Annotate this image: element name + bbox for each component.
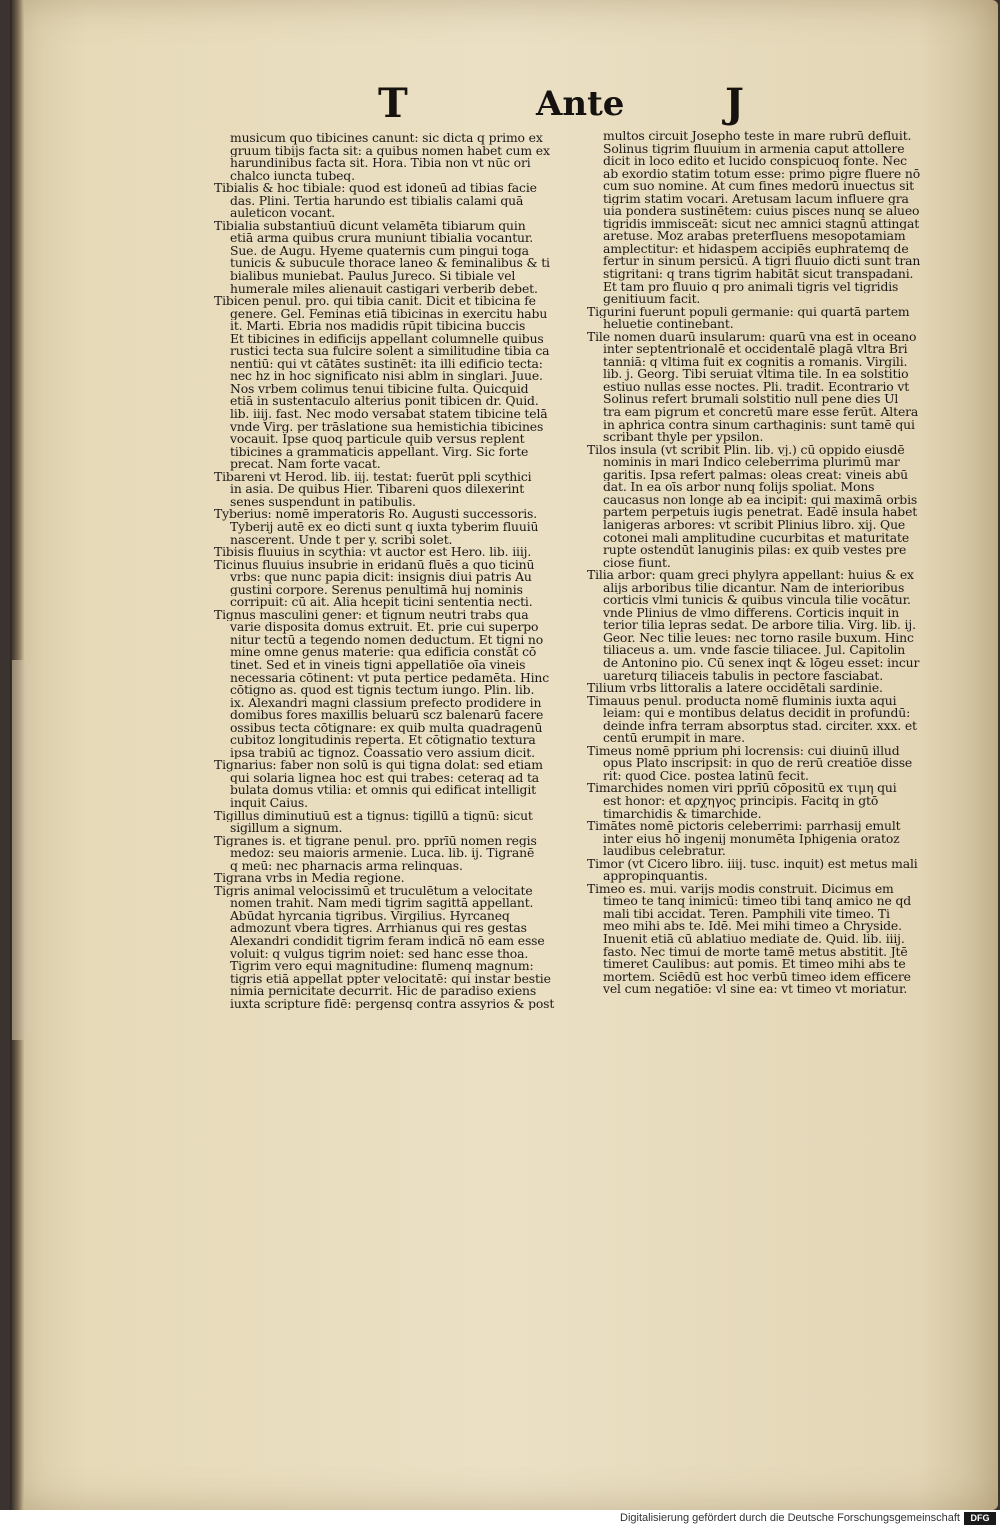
entry-line: scribant thyle per ypsilon. [603,431,764,444]
dictionary-entry [212,885,584,1010]
entry-line: vnde Plinius de vlmo differens. Corticis inquit in [603,606,900,620]
right-text-column [585,130,957,996]
entry-line: rupte ostendūt lanuginis pilas: ex quib vestes pre [603,544,907,557]
entry-line: lib. j. Georg. Tibi seruiat vltima tile. In ea solstitio [603,368,909,381]
entry-line: de Antonino pio. Cū senex inqt & lōgeu esset: incur [603,656,920,670]
entry-line: inquit Caius. [230,796,308,810]
entry-line: vel cum negatiōe: vl sine ea: vt timeo vt moriatur. [603,983,908,996]
entry-line: tra eam pigrum et concretū mare esse ferūt. Altera [603,406,919,419]
entry-line: terior tilia lepras sedat. De arbore tilia. Virg. lib. ij. [603,619,916,632]
entry-line: corripuit: cū ait. Alia hcepit ticini sententia necti. [230,596,533,609]
entry-line: Sue. de Augu. Hyeme quaternis cum pingui toga [230,244,529,258]
entry-line: leiam: qui e montibus delatus decidit in profundū: [603,707,911,720]
digitization-footer [0,1510,1000,1528]
dictionary-entry [212,810,584,835]
entry-line: tinet. Sed et in vineis tigni appellatiōe oīa vineis [230,658,526,672]
entry-line: nominis in mari Indico celeberrima plurimū mar [603,456,900,469]
entry-line: sigillum a signum. [230,822,343,835]
entry-line: genere. Gel. Feminas etiā tibicinas in exercitu habu [230,307,548,321]
entry-line: lanigeras arbores: vt scribit Plinius libro. xij. Que [603,518,906,532]
entry-line: tiliaceus a. um. vnde fascie tiliacee. Jul. Capitolin [603,644,906,657]
entry-line: medoz: seu maioris armenie. Luca. lib. ij. Tigranē [230,847,535,860]
entry-line: inter septentrionalē et occidentalē plagā vltra Bri [603,343,908,356]
dictionary-entry [212,132,584,182]
entry-line: timeret Caulibus: aut pomis. Et timeo mihi abs te [603,958,906,971]
entry-line: centū erumpit in mare. [603,732,745,745]
dictionary-entry [585,858,957,883]
left-text-column [212,132,584,1010]
dictionary-entry [585,130,957,306]
entry-line: mortem. Sciēdū est hoc verbū timeo idem efficere [603,970,911,984]
entry-line: Tignarius: faber non solū is qui tigna dolat: sed etiam [214,759,543,772]
entry-line: in aphrica contra sinum carthaginis: sunt tamē qui [603,418,915,432]
entry-line: Abūdat hyrcania tigribus. Virgilius. Hyrcaneq [230,909,510,923]
entry-line: nitur tectū a tegendo nomen deductum. Et tigni no [230,633,544,647]
entry-line: nascerent. Unde t per y. scribi solet. [230,533,453,547]
entry-line: precat. Nam forte vacat. [230,458,381,471]
dictionary-entry [585,695,957,745]
dictionary-entry [585,306,957,331]
entry-line: voluit: q vulgus tigrim noiet: sed hanc esse thoa. [230,947,529,961]
entry-line: tanniā: q vltima fuit ex cognitis a romanis. Virgili. [603,355,908,369]
entry-line: auleticon vocant. [230,207,336,220]
entry-line: Nos vrbem colimus tenui tibicine fulta. Quicquid [230,382,529,396]
entry-line: Timarchides nomen viri pprīū cōpositū ex τιμη qui [587,782,897,795]
entry-line: opus Plato inscripsit: in quo de rerū creatiōe disse [603,757,913,770]
entry-line: tunicis & subucule thorace laneo & feminalibus & ti [230,257,550,271]
entry-line: timarchidis & timarchide. [603,807,762,821]
entry-line: Timeus nomē pprium phi locrensis: cui diuinū illud [587,744,900,758]
entry-line: estiuo nullas esse noctes. Pli. tradit. Econtrario vt [603,380,910,394]
entry-line: qui solaria lignea hoc est qui trabes: ceteraq ad ta [230,771,540,785]
entry-line: caucasus non longe ab ea incipit: qui maximā orbis [603,493,918,507]
entry-line: vnde Virg. per trāslatione sua hemistichia tibicines [230,420,544,434]
entry-line: cōtigno as. quod est tignis tectum iungo. Plin. lib. [230,684,535,697]
dictionary-entry [212,220,584,295]
entry-line: etiā in sustentaculo alterius ponit tibicen dr. Quid. [230,395,539,409]
entry-line: it. Marti. Ebria nos madidis rūpit tibicina buccis [230,320,526,333]
entry-line: deinde infra terram absorptus stad. circiter. xxx. et [603,719,917,733]
dictionary-entry [212,872,584,885]
entry-line: nec hz in hoc significato nisi ablm in singlari. Juue. [230,370,543,383]
entry-line: mali tibi accidat. Teren. Pamphili vite timeo. Ti [603,907,890,921]
book-page [10,0,998,1510]
entry-line: Tibareni vt Herod. lib. iij. testat: fuerūt ppli scythici [214,470,532,484]
entry-line: Alexandri condidit tigrim feram indicā nō eam esse [230,935,545,948]
dictionary-entry [212,546,584,559]
entry-line: Ticinus fluuius insubrie in eridanū fluēs a quo ticinū [214,558,535,572]
entry-line: rustici tecta sua fulcire solent a similitudine tibia ca [230,345,550,358]
dictionary-entry [212,182,584,220]
entry-line: fasto. Nec timui de morte tamē metus abstitit. Jtē [603,945,908,959]
entry-line: garitis. Ipsa refert palmas: oleas creat: vineis abū [603,468,908,482]
entry-line: Tyberius: nomē imperatoris Ro. Augusti successoris. [214,508,538,521]
entry-line: laudibus celebratur. [603,845,726,858]
header-word: Ante [536,84,625,124]
entry-line: est honor: et αρχηγος principis. Facitq in gtō [603,794,879,808]
entry-line: Tigrim vero equi magnitudine: flumenq magnum: [230,960,534,973]
header-letter-left: T [378,80,408,127]
entry-line: ipsa trabiū ac tignoz. Coassatio vero assium dicit. [230,746,535,760]
entry-line: chalco iuncta tubeq. [230,169,355,183]
entry-line: mine omne genus materie: qua edificia constāt cō [230,646,537,659]
entry-line: uareturq tiliaceis tabulis in pectore fasciabat. [603,669,884,683]
entry-line: das. Plini. Tertia harundo est tibialis calami quā [230,194,524,208]
entry-line: Tibialis & hoc tibiale: quod est idoneū ad tibias facie [214,182,537,195]
entry-line: tigris etiā appellat ppter velocitatē: qui instar bestie [230,972,551,986]
entry-line: multos circuit Josepho teste in mare rubrū defluit. [603,130,912,143]
dictionary-entry [585,331,957,444]
dictionary-entry [585,883,957,996]
dictionary-entry [212,835,584,873]
entry-line: Et tam pro fluuio q pro animali tigris vel tigridis [603,280,899,294]
page-clasp-shadow [12,660,30,1040]
entry-line: Tibialia substantiuū dicunt velamēta tibiarum quin [214,219,526,233]
entry-line: Inuenit etiā cū ablatiuo mediate de. Quid. lib. iiij. [603,933,905,946]
entry-line: Timor (vt Cicero libro. iiij. tusc. inquit) est metus mali [587,857,918,871]
entry-line: Geor. Nec tilie leues: nec torno rasile buxum. Hinc [603,631,914,645]
entry-line: nentiū: qui vt cātātes sustinēt: ita illi edificio tecta: [230,357,543,371]
running-header [10,80,1000,130]
entry-line: musicum quo tibicines canunt: sic dicta q primo ex [230,132,543,145]
entry-line: Et tibicines in edificijs appellant columnelle quibus [230,332,544,346]
entry-line: Tigranes is. et tigrane penul. pro. pprīū nomen regis [214,834,537,848]
entry-line: vocauit. Ipse quoq particule quib versus replent [230,433,525,446]
entry-line: Tilia arbor: quam greci phylyra appellant: huius & ex [587,569,914,582]
entry-line: meo mihi abs te. Idē. Mei mihi timeo a Chryside. [603,920,902,933]
entry-line: ab exordio statim totum esse: primo pigre fluere nō [603,167,921,181]
entry-line: bialibus muniebat. Paulus Jureco. Si tibiale vel [230,270,516,283]
entry-line: senes suspendunt in patibulis. [230,495,416,509]
dictionary-entry [585,820,957,858]
dictionary-entry [212,295,584,471]
entry-line: iuxta scripture fidē: pergensq contra assyrios & post [230,997,555,1011]
entry-line: dicit in loco edito et lucido conspicuoq fonte. Nec [603,155,907,168]
entry-line: cum suo nomine. At cum fines medorū inuectus sit [603,180,914,193]
entry-line: Tilium vrbs littoralis a latere occidētali sardinie. [587,682,883,695]
entry-line: Timauus penul. producta nomē fluminis iuxta aqui [587,694,897,708]
dictionary-entry [212,609,584,760]
entry-line: tigrim statim vocari. Aretusam lacum influere gra [603,192,909,206]
entry-line: appropinquantis. [603,870,708,883]
entry-line: vrbs: que nunc papia dicit: insignis diui patris Au [230,571,532,584]
entry-line: Tilos insula (vt scribit Plin. lib. vj.) cū oppido eiusdē [587,443,905,457]
dictionary-entry [212,559,584,609]
entry-line: Tile nomen duarū insularum: quarū vna est in oceano [587,330,917,344]
entry-line: cubitoz longitudinis reperta. Et cōtignatio textura [230,734,536,747]
entry-line: Solinus tigrim fluuium in armenia caput attollere [603,142,905,156]
entry-line: genitiuum facit. [603,293,701,306]
entry-line: fertur in sinum persicū. A tigri fluuio dicti sunt tran [603,255,921,269]
entry-line: gustini corpore. Serenus penultimā huj nominis [230,583,523,597]
entry-line: dat. In ea oīs arbor nunq folijs spoliat. Mons [603,481,875,494]
entry-line: Timātes nomē pictoris celeberrimi: parrhasij emult [587,820,901,833]
entry-line: nomen trahit. Nam medi tigrim sagittā appellant. [230,897,534,910]
entry-line: timeo te tanq inimicū: timeo tibi tanq amico ne qd [603,895,912,908]
entry-line: harundinibus facta sit. Hora. Tibia non vt nūc ori [230,157,531,170]
entry-line: Tigrana vrbs in Media regione. [214,872,405,885]
entry-line: ossibus tecta cōtignare: ex quib multa quadragenū [230,721,543,735]
entry-line: Tigris animal velocissimū et truculētum a velocitate [214,884,533,898]
entry-line: Tibisis fluuius in scythia: vt auctor est Hero. lib. iiij. [214,546,532,559]
header-letter-right: J [725,80,744,127]
entry-line: tigridis immisceāt: sicut nec amnici stagnū attingat [603,217,920,231]
entry-line: nimia pernicitate decurrit. Hic de paradiso exiens [230,985,537,998]
entry-line: Solinus refert brumali solstitio null pene dies Ul [603,393,899,407]
entry-line: domibus fores maxillis beluarū scz balenarū facere [230,709,544,722]
entry-line: corticis vlmi tunicis & quibus vincula tilie vocātur. [603,594,911,607]
entry-line: inter eius hō ingenij monumēta Iphigenia oratoz [603,832,900,846]
entry-line: in asia. De quibus Hier. Tibareni quos dilexerint [230,483,525,496]
entry-line: aretuse. Moz arabas preterfluens mesopotamiam [603,230,906,243]
entry-line: etiā arma quibus crura muniunt tibialia vocantur. [230,232,534,245]
footer-credit: Digitalisierung gefördert durch die Deutsche Forschungsgemeinschaft [620,1512,960,1524]
entry-line: alijs arboribus tilie dicantur. Nam de interioribus [603,581,905,595]
dictionary-entry [585,444,957,569]
dictionary-entry [585,569,957,682]
entry-line: uia pondera sustinētem: cuius pisces nunq se alueo [603,205,920,218]
entry-line: ciose fiunt. [603,556,671,570]
entry-line: Tignus masculini gener: et tignum neutri trabs qua [214,608,529,622]
entry-line: Tyberij autē ex eo dicti sunt q iuxta tyberim fluuiū [230,520,539,534]
entry-line: lib. iiij. fast. Nec modo versabat statem tibicine telā [230,408,548,421]
dictionary-entry [585,745,957,783]
entry-line: Tigillus diminutiuū est a tignus: tigillū a tignū: sicut [214,809,533,823]
entry-line: ix. Alexandri magni classium prefecto prodidere in [230,696,542,710]
dictionary-entry [585,682,957,695]
entry-line: rit: quod Cice. postea latinū fecit. [603,769,809,783]
entry-line: cotonei mali amplitudine cucurbitas et maturitate [603,531,910,545]
entry-line: tibicines a grammaticis appellant. Virg. Sic forte [230,445,529,459]
dfg-logo: DFG [964,1512,996,1525]
dictionary-entry [212,759,584,809]
dictionary-entry [212,508,584,546]
entry-line: stigritani: q trans tigrim habitāt sicut transpadani. [603,268,914,281]
entry-line: Timeo es. mui. varijs modis construit. Dicimus em [587,882,894,896]
dictionary-entry [585,782,957,820]
entry-line: gruum tibijs facta sit: a quibus nomen habet cum ex [230,144,550,158]
entry-line: heluetie continebant. [603,318,734,331]
entry-line: humerale miles alienauit castigari verberib debet. [230,282,538,296]
entry-line: partem perpetuis iugis penetrat. Eadē insula habet [603,506,918,519]
entry-line: Tibicen penul. pro. qui tibia canit. Dicit et tibicina fe [214,295,536,308]
entry-line: admozunt vbera tigres. Arrhianus qui res gestas [230,922,527,935]
dictionary-entry [212,471,584,509]
entry-line: varie disposita domus extruit. Et. prie cui superpo [230,621,539,634]
entry-line: amplectitur: et hidaspem accipiēs euphratemq de [603,242,909,256]
entry-line: q meū: nec pharnacis arma relinquas. [230,859,463,873]
entry-line: necessaria cōtinent: vt puta pertice pedamēta. Hinc [230,671,550,685]
entry-line: Tigurini fuerunt populi germanie: qui quartā partem [587,305,910,319]
entry-line: bulata domus vtilia: et omnis qui edificat intelligit [230,784,536,797]
